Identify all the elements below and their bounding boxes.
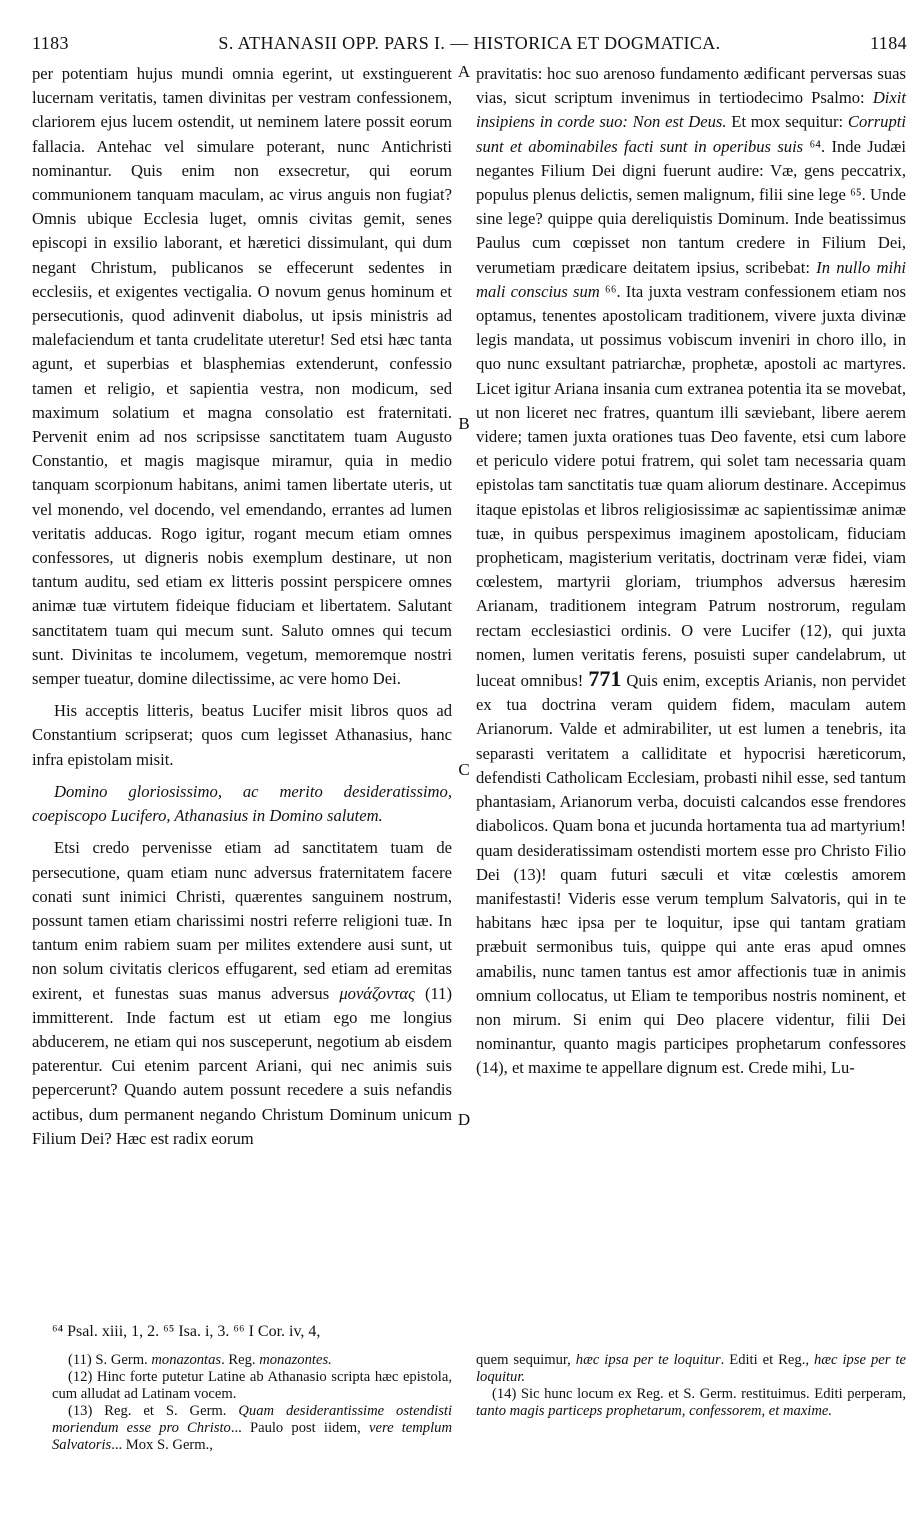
footnotes-right — [476, 1352, 906, 1420]
left-column — [32, 62, 452, 1151]
text-run: Etsi credo pervenisse etiam ad sanctitatem tuam de persecutione, quam etiam nunc adversus fraternitatem facere conati sunt inimici Christi, quærentes sanguinem nostrum, possunt tamen etiam charissimi nostri referre religioni tuæ. In tantum enim rabiem suam per milites extendere ausi sunt, ut non solum civitatis clericos effugarent, sed etiam ad eremitas exirent, et funestas suas manus adversus — [32, 838, 452, 1003]
greek-word: μονάζοντας — [339, 983, 415, 1003]
paragraph — [32, 836, 452, 1151]
right-column — [476, 62, 906, 1081]
margin-letter-d: D — [457, 1110, 471, 1129]
text-run: ... Mox S. Germ., — [111, 1437, 213, 1453]
text-run: ... Paulo post iidem, — [230, 1420, 369, 1436]
text-run: ⁶⁴. Inde Judæi negantes Filium Dei digni fuerunt audire: Væ, gens peccatrix, populus plenus delictis, semen malignum, filii sine lege ⁶⁵. Unde sine lege? quippe quia dereliquistis Dominum. Inde beatissimus Paulus cum cœpisset non tantum credere in Filium Dei, verumetiam prædicare deitatem ipsius, scribebat: — [476, 136, 906, 277]
text-run: quem sequimur, — [476, 1352, 576, 1368]
source-notes: ⁶⁴ Psal. xiii, 1, 2. ⁶⁵ Isa. i, 3. ⁶⁶ I Cor. iv, 4, — [52, 1323, 321, 1340]
margin-letter-b: B — [458, 414, 470, 433]
text-run: tanto magis particeps prophetarum, confessorem, et maxime. — [476, 1403, 833, 1419]
page-number-right: 1184 — [870, 33, 907, 53]
text-run: Quis enim, exceptis Arianis, non pervidet ex tua doctrina veram quidem fidem, maculam autem Arianorum. Valde et admirabiliter, ut est lumen a tenebris, ita separasti veritatem a calliditate et hypocrisi hæreticorum, defendisti Catholicam Ecclesiam, probasti nihil esse, sed tantum phantasiam, Arianorum verba, docuisti calcandos esse frendores diabolicos. Quam bona et jucunda hortamenta tua ad martyrium! quam desideratissimam ostendisti mortem esse pro Christo Filio Dei (13)! quam futuri sæculi et vitæ cœlestis amorem manifestasti! Videris esse verum templum Salvatoris, qui in te habitans hæc ipsa per te loquitur, ipse qui tantam gratiam præbuit sermonibus tuis, quippe qui ante eras apud omnes amabilis, nunc tamen tantus est amor affectionis tuæ in animis omnium collocatus, ut Eliam te temporibus nostris nominent, et non mirum. Si enim qui Deo placere videntur, filii Dei nominantur, quanto magis participes prophetarum confessores (14), et maxime te appellare dignum est. Crede mihi, Lu- — [476, 671, 906, 1078]
text-run: . Editi et Reg., — [720, 1352, 814, 1368]
footnote — [52, 1403, 452, 1454]
scripture-quote: In nullo mihi mali conscius sum — [476, 257, 906, 301]
text-run: (11) immitterent. Inde factum est ut etiam ego me longius abducerem, ne etiam qui nos susceperunt, negotium ab eisdem paterentur. Cui etenim parcent Ariani, qui nec animis suis pepercerunt? Quando autem possunt recedere a suis nefandis actibus, dum permanent negando Christum Dominum unicum Filium Dei? Hæc est radix eorum — [32, 983, 452, 1148]
running-title: S. ATHANASII OPP. PARS I. — HISTORICA ET DOGMATICA. — [218, 33, 721, 53]
text-run: Et mox sequitur: — [726, 112, 848, 132]
text-run: (14) Sic hunc locum ex Reg. et S. Germ. restituimus. Editi perperam, — [492, 1386, 906, 1402]
footnotes-left — [52, 1352, 452, 1454]
text-run: hæc ipsa per te loquitur — [575, 1352, 721, 1368]
text-run: Quam desiderantissime ostendisti moriendum esse pro Christo — [52, 1403, 452, 1436]
page-number-left: 1183 — [32, 33, 69, 53]
paragraph — [476, 62, 906, 1081]
text-run: ⁶⁶. Ita juxta vestram confessionem etiam nos optamus, tenentes apostolicam traditionem, vivere juxta divinæ legis mandata, ut possimus vobiscum inveniri in choro illo, in quo nunc exsultant patriarchæ, prophetæ, apostoli ac martyres. Licet igitur Ariana insania cum extranea potentia ita se movebat, ut non liceret nec fratres, quantum illi sæviebant, libere aerem videre; tamen juxta orationes tuas Deo favente, etsi cum labore et periculo videre potui fratrem, qui solet tam necessaria quam epistolas tam sanctitatis tuæ quam aliorum destinare. Accepimus itaque epistolas et libros religiosissimæ ac sapientissimæ animæ tuæ, in quibus perspeximus imaginem apostolicam, fiduciam propheticam, magisterium veritatis, doctrinam veræ fidei, viam cœlestem, martyrii gloriam, triumphos adversus hæresim Arianam, traditionem integram Patrum nostrorum, regulam rectam ecclesiastici ordinis. O vere Lucifer (12), qui juxta nomen, lumen veritatis ferens, posuisti super candelabrum, ut luceat omnibus! — [476, 281, 906, 691]
running-header — [32, 33, 907, 55]
footnote: (12) Hinc forte putetur Latine ab Athanasio scripta hæc epistola, cum alludat ad Latinam vocem. — [52, 1369, 452, 1402]
text-run: (13) Reg. et S. Germ. — [68, 1403, 239, 1419]
text-run: hæc ipse per te loquitur. — [476, 1352, 906, 1385]
paragraph: per potentiam hujus mundi omnia egerint, ut exstinguerent lucernam veritatis, tamen divinitas per vestram confessionem, clariorem ejus lucem ostendit, ut neminem latere possit eorum fallacia. Antehac vel simulare poterant, nunc Antichristi nominantur. Quis enim non exsecretur, qui eorum communionem tanquam maculam, ac virus anguis non fugiat? Omnis ubique Ecclesia luget, omnis civitas gemit, senes episcopi in exsilio laborant, et hæretici dissimulant, qui dum negant Christum, publicanos se effecerunt sedentes in ecclesiis, et exigentes vectigalia. O novum genus hominum et persecutionis, quod adinvenit diabolus, ut ipsis ministris ad malefaciendum et tanta crudelitate uteretur! Sed etsi hæc tanta agunt, et superbias et blasphemias extenderunt, confessio tamen et religio, et sapientia vestra, non modicum, sed maximum solatium et magna consolatio est fraternitati. Pervenit enim ad nos scripsisse sanctitatem tuam Augusto Constantio, et magis magisque miramur, quia in medio tanquam scorpionum habitans, animi tamen libertate uteris, ut vel monendo, vel docendo, vel emendando, errantes ad lumen veritatis adducas. Rogo igitur, rogant mecum etiam omnes confessores, ut digneris nobis exemplum destinare, ut non tantum auditu, sed etiam ex litteris possint perspicere omnes animæ tuæ virtutem fideique fiduciam et libertatem. Salutant sanctitatem tuam qui mecum sunt. Saluto omnes qui tecum sunt. Divinitas te incolumem, vegetum, memoremque nostri semper tueatur, domine dilectissime, ac vere homo Dei. — [32, 64, 452, 689]
footnote — [52, 1352, 452, 1369]
text-run: pravitatis: hoc suo arenoso fundamento ædificant perversas suas vias, sicut scriptum invenimus in tertiodecimo Psalmo: — [476, 64, 906, 108]
margin-letter-a: A — [457, 62, 471, 81]
text-run: vere templum Salvatoris — [52, 1420, 452, 1453]
text-run: (11) S. Germ. — [68, 1352, 152, 1368]
text-run: monazontes. — [259, 1352, 332, 1368]
paragraph: His acceptis litteris, beatus Lucifer misit libros quos ad Constantium scripserat; quos cum legisset Athanasius, hanc infra epistolam misit. — [32, 701, 452, 769]
footnote — [476, 1386, 906, 1420]
scripture-quote: Dixit insipiens in corde suo: Non est Deus. — [476, 88, 906, 132]
footnote-continuation — [476, 1352, 906, 1386]
epistle-salutation: Domino gloriosissimo, ac merito desideratissimo, coepiscopo Lucifero, Athanasius in Domino salutem. — [32, 781, 452, 826]
text-run: . Reg. — [221, 1352, 260, 1368]
margin-letter-c: C — [458, 760, 470, 779]
column-number-marker: 771 — [588, 666, 622, 692]
text-run: monazontas — [151, 1352, 222, 1368]
scripture-quote: Corrupti sunt et abominabiles facti sunt in operibus suis — [476, 112, 906, 156]
